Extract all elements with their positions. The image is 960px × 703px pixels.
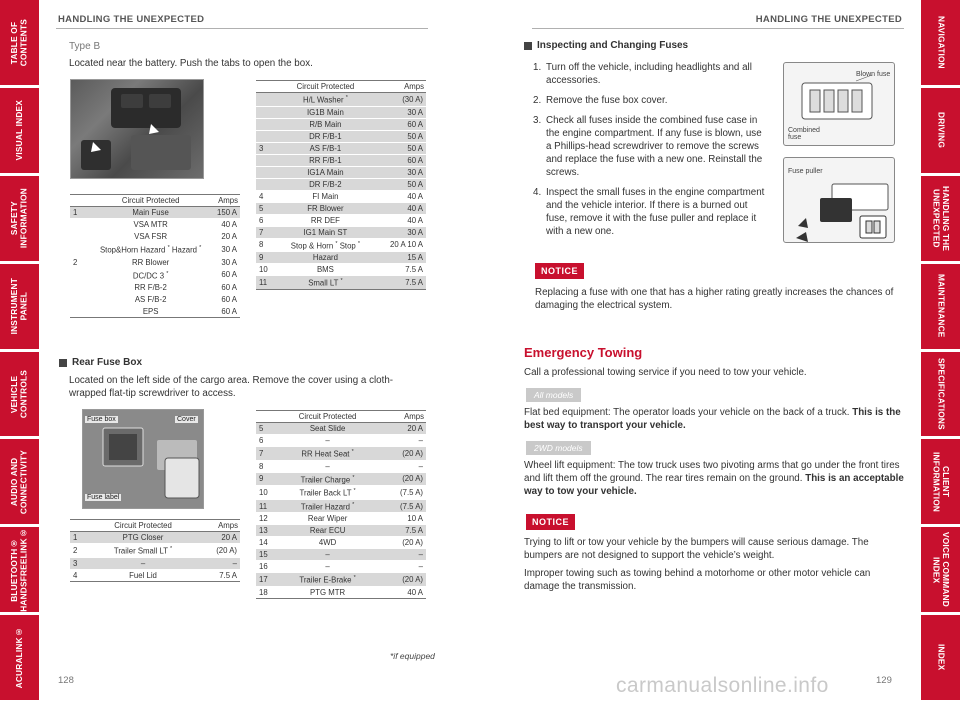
tab-label: VEHICLE CONTROLS — [9, 369, 29, 419]
tab-driving[interactable] — [921, 88, 960, 176]
fuse-puller-diagram — [783, 157, 895, 243]
table-row — [256, 178, 426, 190]
engine-fuse-box-illustration — [71, 80, 204, 179]
fuse-number: 7 — [256, 447, 276, 461]
tab-label: ACURALINK® — [13, 626, 24, 689]
amps-value: (20 A) — [379, 472, 426, 486]
circuit-name: RR F/B-1 — [276, 154, 375, 166]
fuse-number: 11 — [256, 499, 276, 513]
fuse-label-label: Fuse label — [87, 494, 120, 501]
fuse-number — [256, 106, 276, 118]
tab-label: SAFETY INFORMATION — [9, 188, 29, 249]
column-header-amps: Amps — [196, 520, 240, 532]
amps-value: 30 A — [211, 243, 240, 257]
table-row — [256, 525, 426, 537]
fuse-number — [70, 219, 90, 231]
right-page-header: HANDLING THE UNEXPECTED — [755, 14, 902, 25]
circuit-name: – — [90, 557, 196, 569]
fuse-number — [70, 231, 90, 243]
rear-fuse-box-photo — [82, 409, 204, 509]
amps-value: (20 A) — [196, 544, 240, 558]
circuit-name: DC/DC 3 * — [90, 268, 211, 282]
circuit-name: Fuel Lid — [90, 569, 196, 581]
circuit-name: VSA MTR — [90, 219, 211, 231]
tab-label: VISUAL INDEX — [13, 100, 24, 161]
column-header-amps: Amps — [211, 195, 240, 207]
amps-value: 60 A — [211, 282, 240, 294]
table-row — [256, 472, 426, 486]
fuse-table-rear-1 — [70, 519, 240, 582]
section-title: Inspecting and Changing Fuses — [537, 40, 689, 51]
amps-value: 40 A — [375, 214, 426, 226]
cover-label: Cover — [177, 416, 196, 423]
circuit-name: Rear ECU — [276, 525, 379, 537]
table-row — [256, 561, 426, 573]
amps-value: 50 A — [375, 178, 426, 190]
fuse-number — [70, 294, 90, 306]
fuse-number: 7 — [256, 226, 276, 238]
fuse-number: 15 — [256, 549, 276, 561]
inspect-steps-list — [533, 61, 769, 245]
tab-instrument-panel[interactable] — [0, 264, 39, 352]
list-item: 2. Remove the fuse box cover. — [533, 95, 668, 106]
fuse-number: 10 — [256, 264, 276, 276]
table-row — [70, 231, 240, 243]
circuit-name: Trailer Small LT * — [90, 544, 196, 558]
table-row — [256, 423, 426, 435]
amps-value: 50 A — [375, 142, 426, 154]
circuit-name: Trailer Back LT * — [276, 486, 379, 500]
tab-label: TABLE OF CONTENTS — [9, 18, 29, 67]
amps-value: – — [379, 549, 426, 561]
table-row — [70, 532, 240, 544]
amps-value: 60 A — [211, 268, 240, 282]
circuit-name: Rear Wiper — [276, 513, 379, 525]
tab-client-information[interactable] — [921, 439, 960, 527]
circuit-name: DR F/B-2 — [276, 178, 375, 190]
table-row — [70, 256, 240, 268]
fuse-number: 4 — [256, 190, 276, 202]
fuse-table-body — [256, 93, 426, 290]
tab-vehicle-controls[interactable] — [0, 352, 39, 440]
notice-bumpers-text: Trying to lift or tow your vehicle by the bumpers will cause serious damage. The bumpers are not designed to support the vehicle’s weight. — [524, 537, 869, 561]
fuse-number — [70, 306, 90, 318]
amps-value: – — [379, 435, 426, 447]
left-page-header: HANDLING THE UNEXPECTED — [58, 14, 205, 25]
tab-label: INSTRUMENT PANEL — [9, 277, 29, 335]
circuit-name: PTG MTR — [276, 586, 379, 598]
list-item: 4. Inspect the small fuses in the engine compartment and the vehicle interior. If there is a burned out fuse, remove it with the fuse puller and replace it with a new one. — [533, 187, 765, 237]
tab-handling-the-unexpected[interactable] — [921, 176, 960, 264]
fuse-number — [256, 118, 276, 130]
towing-intro-text: Call a professional towing service if you need to tow your vehicle. — [524, 367, 807, 378]
fuse-number: 5 — [256, 202, 276, 214]
circuit-name: Trailer Charge * — [276, 472, 379, 486]
column-header-num — [70, 520, 90, 532]
table-row — [70, 557, 240, 569]
table-row — [256, 586, 426, 598]
footnote: *if equipped — [390, 651, 435, 661]
circuit-name: IG1B Main — [276, 106, 375, 118]
circuit-name: Stop&Horn Hazard * Hazard * — [90, 243, 211, 257]
tab-voice-command-index[interactable] — [921, 527, 960, 615]
left-nav-tabs — [0, 0, 39, 703]
amps-value: – — [379, 460, 426, 472]
amps-value: 7.5 A — [196, 569, 240, 581]
fuse-number: 9 — [256, 472, 276, 486]
fuse-table-body — [70, 207, 240, 318]
circuit-name: BMS — [276, 264, 375, 276]
amps-value: 40 A — [379, 586, 426, 598]
table-row — [256, 142, 426, 154]
fuse-number — [70, 268, 90, 282]
section-title: Rear Fuse Box — [72, 357, 143, 368]
amps-value: 20 A — [211, 231, 240, 243]
fuse-number — [256, 166, 276, 178]
rear-fuse-box-text: Located on the left side of the cargo area. Remove the cover using a cloth-wrapped flat-tip screwdriver to access. — [69, 375, 394, 399]
table-row — [256, 118, 426, 130]
tab-specifications[interactable] — [921, 352, 960, 440]
fuse-number: 8 — [256, 238, 276, 252]
circuit-name: – — [276, 460, 379, 472]
amps-value: 60 A — [375, 154, 426, 166]
fuse-number — [70, 282, 90, 294]
amps-value: 60 A — [375, 118, 426, 130]
circuit-name: Main Fuse — [90, 207, 211, 219]
fuse-number: 11 — [256, 276, 276, 290]
table-row — [256, 447, 426, 461]
fuse-number: 12 — [256, 513, 276, 525]
tab-safety-information[interactable] — [0, 176, 39, 264]
fuse-number: 6 — [256, 214, 276, 226]
right-page-number: 129 — [876, 675, 892, 686]
blown-fuse-label: Blown fuse — [856, 71, 891, 78]
amps-value: – — [379, 561, 426, 573]
fuse-number — [256, 93, 276, 107]
section-square-icon — [59, 359, 67, 367]
circuit-name: AS F/B-1 — [276, 142, 375, 154]
inspect-fuses-heading — [524, 40, 688, 51]
table-row — [70, 219, 240, 231]
tab-navigation[interactable] — [921, 0, 960, 88]
amps-value: 40 A — [375, 190, 426, 202]
table-row — [256, 190, 426, 202]
column-header-num — [256, 411, 276, 423]
list-item: 1. Turn off the vehicle, including headlights and all accessories. — [533, 62, 752, 86]
header-divider — [532, 28, 904, 29]
circuit-name: AS F/B-2 — [90, 294, 211, 306]
table-row — [256, 106, 426, 118]
fuse-number: 4 — [70, 569, 90, 581]
tab-label: SPECIFICATIONS — [936, 358, 947, 430]
table-row — [70, 569, 240, 581]
fuse-table-type-b-1 — [70, 194, 240, 318]
tab-bluetooth-handsfreelink[interactable] — [0, 527, 39, 615]
circuit-name: Stop & Horn * Stop * — [276, 238, 375, 252]
table-row — [256, 573, 426, 587]
circuit-name: R/B Main — [276, 118, 375, 130]
table-row — [70, 544, 240, 558]
left-page-number: 128 — [58, 675, 74, 686]
circuit-name: – — [276, 549, 379, 561]
amps-value: 30 A — [375, 166, 426, 178]
table-row — [70, 268, 240, 282]
combined-fuse-label: Combined fuse — [788, 127, 820, 141]
tab-label: MAINTENANCE — [936, 274, 947, 338]
fuse-number: 8 — [256, 460, 276, 472]
type-b-title: Type B — [69, 41, 101, 52]
fuse-number: 5 — [256, 423, 276, 435]
table-row — [256, 435, 426, 447]
amps-value: 40 A — [375, 202, 426, 214]
combined-fuse-diagram — [783, 62, 895, 146]
column-header-circuit: Circuit Protected — [90, 520, 196, 532]
fuse-number — [256, 154, 276, 166]
amps-value: (20 A) — [379, 573, 426, 587]
table-row — [70, 243, 240, 257]
fuse-number — [256, 178, 276, 190]
table-row — [256, 154, 426, 166]
circuit-name: PTG Closer — [90, 532, 196, 544]
column-header-circuit: Circuit Protected — [276, 411, 379, 423]
fuse-number — [256, 130, 276, 142]
column-header-num — [70, 195, 90, 207]
circuit-name: RR Blower — [90, 256, 211, 268]
tab-label: HANDLING THE UNEXPECTED — [931, 185, 951, 251]
fuse-number: 1 — [70, 532, 90, 544]
amps-value: 7.5 A — [375, 264, 426, 276]
tab-visual-index[interactable] — [0, 88, 39, 176]
tab-label: CLIENT INFORMATION — [931, 451, 951, 512]
table-row — [256, 486, 426, 500]
fuse-number: 3 — [256, 142, 276, 154]
fuse-number: 13 — [256, 525, 276, 537]
circuit-name: RR DEF — [276, 214, 375, 226]
amps-value: 20 A 10 A — [375, 238, 426, 252]
fuse-table-body — [70, 532, 240, 582]
circuit-name: FR Blower — [276, 202, 375, 214]
notice-fuse-rating-text: Replacing a fuse with one that has a higher rating greatly increases the chances of damaging the electrical system. — [535, 287, 894, 311]
column-header-circuit: Circuit Protected — [276, 81, 375, 93]
amps-value: 20 A — [379, 423, 426, 435]
list-item: 3. Check all fuses inside the combined fuse case in the engine compartment. If any fuse is blown, use a Phillips-head screwdriver to remove the screws and replace the fuse with a new one. Reinstall the screws. — [533, 115, 763, 178]
table-row — [256, 549, 426, 561]
amps-value: 30 A — [375, 226, 426, 238]
fuse-number: 1 — [70, 207, 90, 219]
fuse-number: 2 — [70, 544, 90, 558]
table-row — [256, 537, 426, 549]
table-row — [256, 264, 426, 276]
circuit-name: IG1A Main — [276, 166, 375, 178]
fuse-number: 3 — [70, 557, 90, 569]
table-row — [256, 166, 426, 178]
amps-value: 60 A — [211, 306, 240, 318]
tab-table-of-contents[interactable] — [0, 0, 39, 88]
fuse-table-type-b-2 — [256, 80, 426, 290]
amps-value: (20 A) — [379, 447, 426, 461]
amps-value: – — [196, 557, 240, 569]
tab-maintenance[interactable] — [921, 264, 960, 352]
table-row — [70, 306, 240, 318]
circuit-name: EPS — [90, 306, 211, 318]
table-row — [256, 460, 426, 472]
notice-badge: NOTICE — [535, 263, 584, 279]
amps-value: (20 A) — [379, 537, 426, 549]
circuit-name: H/L Washer * — [276, 93, 375, 107]
fuse-number: 17 — [256, 573, 276, 587]
column-header-amps: Amps — [379, 411, 426, 423]
circuit-name: – — [276, 435, 379, 447]
fuse-number: 18 — [256, 586, 276, 598]
table-row — [256, 93, 426, 107]
amps-value: 40 A — [211, 219, 240, 231]
column-header-amps: Amps — [375, 81, 426, 93]
circuit-name: Trailer E-Brake * — [276, 573, 379, 587]
amps-value: 150 A — [211, 207, 240, 219]
tab-label: INDEX — [936, 644, 947, 671]
tab-index[interactable] — [921, 615, 960, 703]
table-row — [70, 294, 240, 306]
circuit-name: Hazard — [276, 252, 375, 264]
type-b-text: Located near the battery. Push the tabs to open the box. — [69, 58, 313, 69]
rear-fuse-box-heading — [59, 357, 142, 368]
fuse-table-rear-2 — [256, 410, 426, 599]
table-row — [256, 214, 426, 226]
notice-badge: NOTICE — [526, 514, 575, 530]
2wd-models-badge: 2WD models — [526, 441, 591, 455]
emergency-towing-title: Emergency Towing — [524, 345, 643, 360]
circuit-name: Seat Slide — [276, 423, 379, 435]
watermark-text: carmanualsonline.info — [616, 674, 829, 697]
circuit-name: 4WD — [276, 537, 379, 549]
table-row — [256, 513, 426, 525]
table-row — [256, 252, 426, 264]
section-square-icon — [524, 42, 532, 50]
circuit-name: IG1 Main ST — [276, 226, 375, 238]
circuit-name: FI Main — [276, 190, 375, 202]
circuit-name: RR Heat Seat * — [276, 447, 379, 461]
circuit-name: – — [276, 561, 379, 573]
table-row — [70, 282, 240, 294]
column-header-num — [256, 81, 276, 93]
circuit-name: DR F/B-1 — [276, 130, 375, 142]
fuse-number — [70, 243, 90, 257]
table-row — [70, 207, 240, 219]
amps-value: (7.5 A) — [379, 486, 426, 500]
circuit-name: VSA FSR — [90, 231, 211, 243]
amps-value: 7.5 A — [375, 276, 426, 290]
header-divider — [56, 28, 428, 29]
amps-value: 30 A — [375, 106, 426, 118]
fuse-number: 2 — [70, 256, 90, 268]
fuse-number: 14 — [256, 537, 276, 549]
fuse-table-body — [256, 423, 426, 599]
tab-audio-connectivity[interactable] — [0, 439, 39, 527]
table-row — [256, 226, 426, 238]
fuse-box-label: Fuse box — [87, 416, 116, 423]
amps-value: 30 A — [211, 256, 240, 268]
all-models-badge: All models — [526, 388, 581, 402]
fuse-number: 16 — [256, 561, 276, 573]
amps-value: 20 A — [196, 532, 240, 544]
right-nav-tabs — [921, 0, 960, 703]
amps-value: 50 A — [375, 130, 426, 142]
table-row — [256, 238, 426, 252]
tab-label: VOICE COMMAND INDEX — [931, 532, 951, 608]
tab-label: DRIVING — [936, 112, 947, 149]
tab-label: BLUETOOTH® HANDSFREELINK® — [9, 527, 29, 612]
amps-value: 7.5 A — [379, 525, 426, 537]
circuit-name: Trailer Hazard * — [276, 499, 379, 513]
amps-value: 60 A — [211, 294, 240, 306]
table-row — [256, 499, 426, 513]
table-row — [256, 276, 426, 290]
notice-improper-towing-text: Improper towing such as towing behind a motorhome or other motor vehicle can damage the transmission. — [524, 568, 871, 592]
table-row — [256, 202, 426, 214]
amps-value: 15 A — [375, 252, 426, 264]
tab-acuralink[interactable] — [0, 615, 39, 703]
fuse-number: 10 — [256, 486, 276, 500]
circuit-name: RR F/B-2 — [90, 282, 211, 294]
amps-value: 10 A — [379, 513, 426, 525]
fuse-number: 6 — [256, 435, 276, 447]
circuit-name: Small LT * — [276, 276, 375, 290]
tab-label: AUDIO AND CONNECTIVITY — [9, 449, 29, 514]
wheel-lift-text: Wheel lift equipment: The tow truck uses two pivoting arms that go under the front tires and lift them off the ground. The rear tires remain on the ground. This is an acceptable way to tow your vehicle. — [524, 460, 904, 497]
fuse-puller-label: Fuse puller — [788, 168, 823, 175]
fuse-number: 9 — [256, 252, 276, 264]
amps-value: (30 A) — [375, 93, 426, 107]
engine-fuse-box-photo — [70, 79, 204, 179]
tab-label: NAVIGATION — [936, 16, 947, 69]
table-row — [256, 130, 426, 142]
flat-bed-text: Flat bed equipment: The operator loads your vehicle on the back of a truck. This is the best way to transport your vehicle. — [524, 407, 901, 431]
column-header-circuit: Circuit Protected — [90, 195, 211, 207]
amps-value: (7.5 A) — [379, 499, 426, 513]
